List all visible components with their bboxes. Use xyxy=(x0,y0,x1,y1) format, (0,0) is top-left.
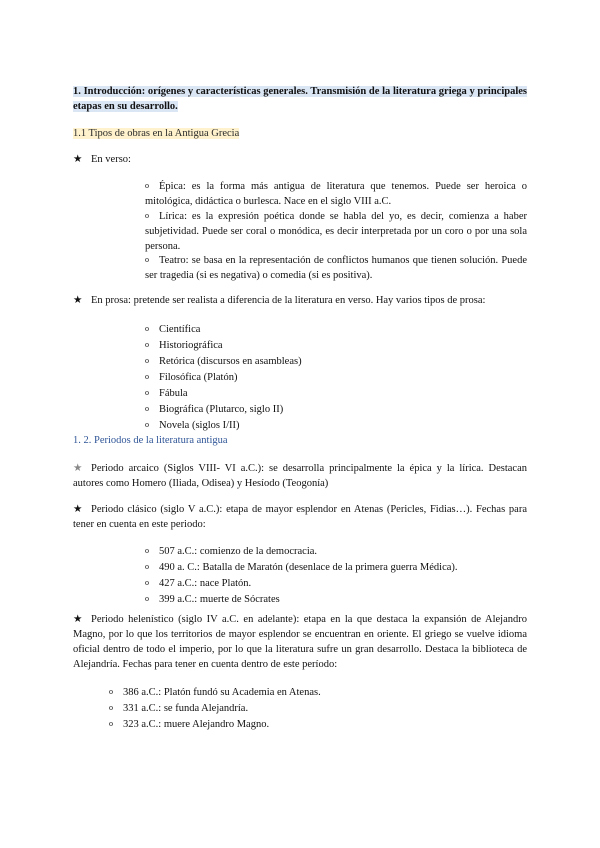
verse-item-epica xyxy=(145,178,527,209)
circle-bullet-icon: o xyxy=(145,420,149,429)
period-hellenistic xyxy=(73,612,527,672)
verse-item-teatro xyxy=(145,252,527,283)
circle-bullet-icon: o xyxy=(109,703,113,712)
circle-bullet-icon: o xyxy=(109,719,113,728)
hellenistic-dates-list xyxy=(109,684,509,732)
section-2-title-text: 1. 2. Periodos de la literatura antigua xyxy=(73,435,228,446)
circle-bullet-icon: o xyxy=(145,578,149,587)
list-item: o Biográfica (Plutarco, siglo II) xyxy=(145,401,525,417)
verse-item-text: Lírica: es la expresión poética donde se habla del yo, es decir, comienza a haber subjetividad. Puede ser coral o monódica, es decir interpretada por un coro o por una sola persona. xyxy=(145,211,527,252)
list-item: o Fábula xyxy=(145,385,525,401)
circle-bullet-icon: o xyxy=(145,211,149,220)
section-1-title xyxy=(73,126,527,141)
verse-heading xyxy=(73,152,527,167)
period-archaic-text: Periodo arcaico (Siglos VIII- VI a.C.): se desarrolla principalmente la épica y la lírica. Destacan autores como Homero (Iliada, Odisea) y Hesíodo (Teogonía) xyxy=(73,463,527,489)
circle-bullet-icon: o xyxy=(145,594,149,603)
prose-heading xyxy=(73,293,533,308)
list-item: o Novela (siglos I/II) xyxy=(145,417,525,433)
list-item: o Filosófica (Platón) xyxy=(145,369,525,385)
star-icon: ★ xyxy=(73,295,83,306)
circle-bullet-icon: o xyxy=(145,324,149,333)
circle-bullet-icon: o xyxy=(145,404,149,413)
circle-bullet-icon: o xyxy=(145,356,149,365)
list-item: o Retórica (discursos en asambleas) xyxy=(145,353,525,369)
circle-bullet-icon: o xyxy=(109,687,113,696)
main-heading xyxy=(73,84,527,114)
star-icon: ★ xyxy=(73,154,83,165)
list-item: o 386 a.C.: Platón fundó su Academia en Atenas. xyxy=(109,684,509,700)
list-item: o 427 a.C.: nace Platón. xyxy=(145,575,525,591)
list-item: o 331 a.C.: se funda Alejandría. xyxy=(109,700,509,716)
verse-item-lirica xyxy=(145,208,527,254)
prose-label: En prosa: pretende ser realista a diferencia de la literatura en verso. Hay varios tipos de prosa: xyxy=(91,295,486,306)
circle-bullet-icon: o xyxy=(145,546,149,555)
circle-bullet-icon: o xyxy=(145,340,149,349)
prose-types-list xyxy=(145,321,525,433)
period-hellenistic-text: Periodo helenístico (siglo IV a.C. en adelante): etapa en la que destaca la expansión de Alejandro Magno, por lo que los territorios de mayor esplendor se encuentran en oriente. El griego se vuelve idioma oficial dentro de todo el imperio, por lo que la literatura sufre un gran desarrollo. Destaca la biblioteca de Alejandría. Fechas para tener en cuenta dentro de este período: xyxy=(73,614,527,670)
star-icon: ★ xyxy=(73,463,83,474)
list-item: o Historiográfica xyxy=(145,337,525,353)
circle-bullet-icon: o xyxy=(145,562,149,571)
list-item: o 399 a.C.: muerte de Sócrates xyxy=(145,591,525,607)
verse-item-text: Teatro: se basa en la representación de conflictos humanos que tienen solución. Puede ser tragedia (si es negativa) o comedia (si es positiva). xyxy=(145,255,527,281)
list-item: o Científica xyxy=(145,321,525,337)
period-classic-text: Periodo clásico (siglo V a.C.): etapa de mayor esplendor en Atenas (Pericles, Fidias…). Fechas para tener en cuenta en este periodo: xyxy=(73,504,527,530)
circle-bullet-icon: o xyxy=(145,372,149,381)
section-1-title-text: 1.1 Tipos de obras en la Antigua Grecia xyxy=(73,128,240,139)
circle-bullet-icon: o xyxy=(145,388,149,397)
circle-bullet-icon: o xyxy=(145,181,149,190)
list-item: o 323 a.C.: muere Alejandro Magno. xyxy=(109,716,509,732)
period-archaic xyxy=(73,461,527,491)
list-item: o 490 a. C.: Batalla de Maratón (desenlace de la primera guerra Médica). xyxy=(145,559,525,575)
period-classic xyxy=(73,502,527,532)
verse-item-text: Épica: es la forma más antigua de literatura que tenemos. Puede ser heroica o mitológica, didáctica o burlesca. Nace en el siglo VIII a.C. xyxy=(145,181,527,207)
list-item: o 507 a.C.: comienzo de la democracia. xyxy=(145,543,525,559)
verse-label: En verso: xyxy=(91,154,131,165)
classic-dates-list xyxy=(145,543,525,607)
circle-bullet-icon: o xyxy=(145,255,149,264)
star-icon: ★ xyxy=(73,614,83,625)
section-2-title xyxy=(73,433,527,448)
star-icon: ★ xyxy=(73,504,83,515)
main-heading-text: 1. Introducción: orígenes y características generales. Transmisión de la literatura griega y principales etapas en su desarrollo. xyxy=(73,86,527,112)
